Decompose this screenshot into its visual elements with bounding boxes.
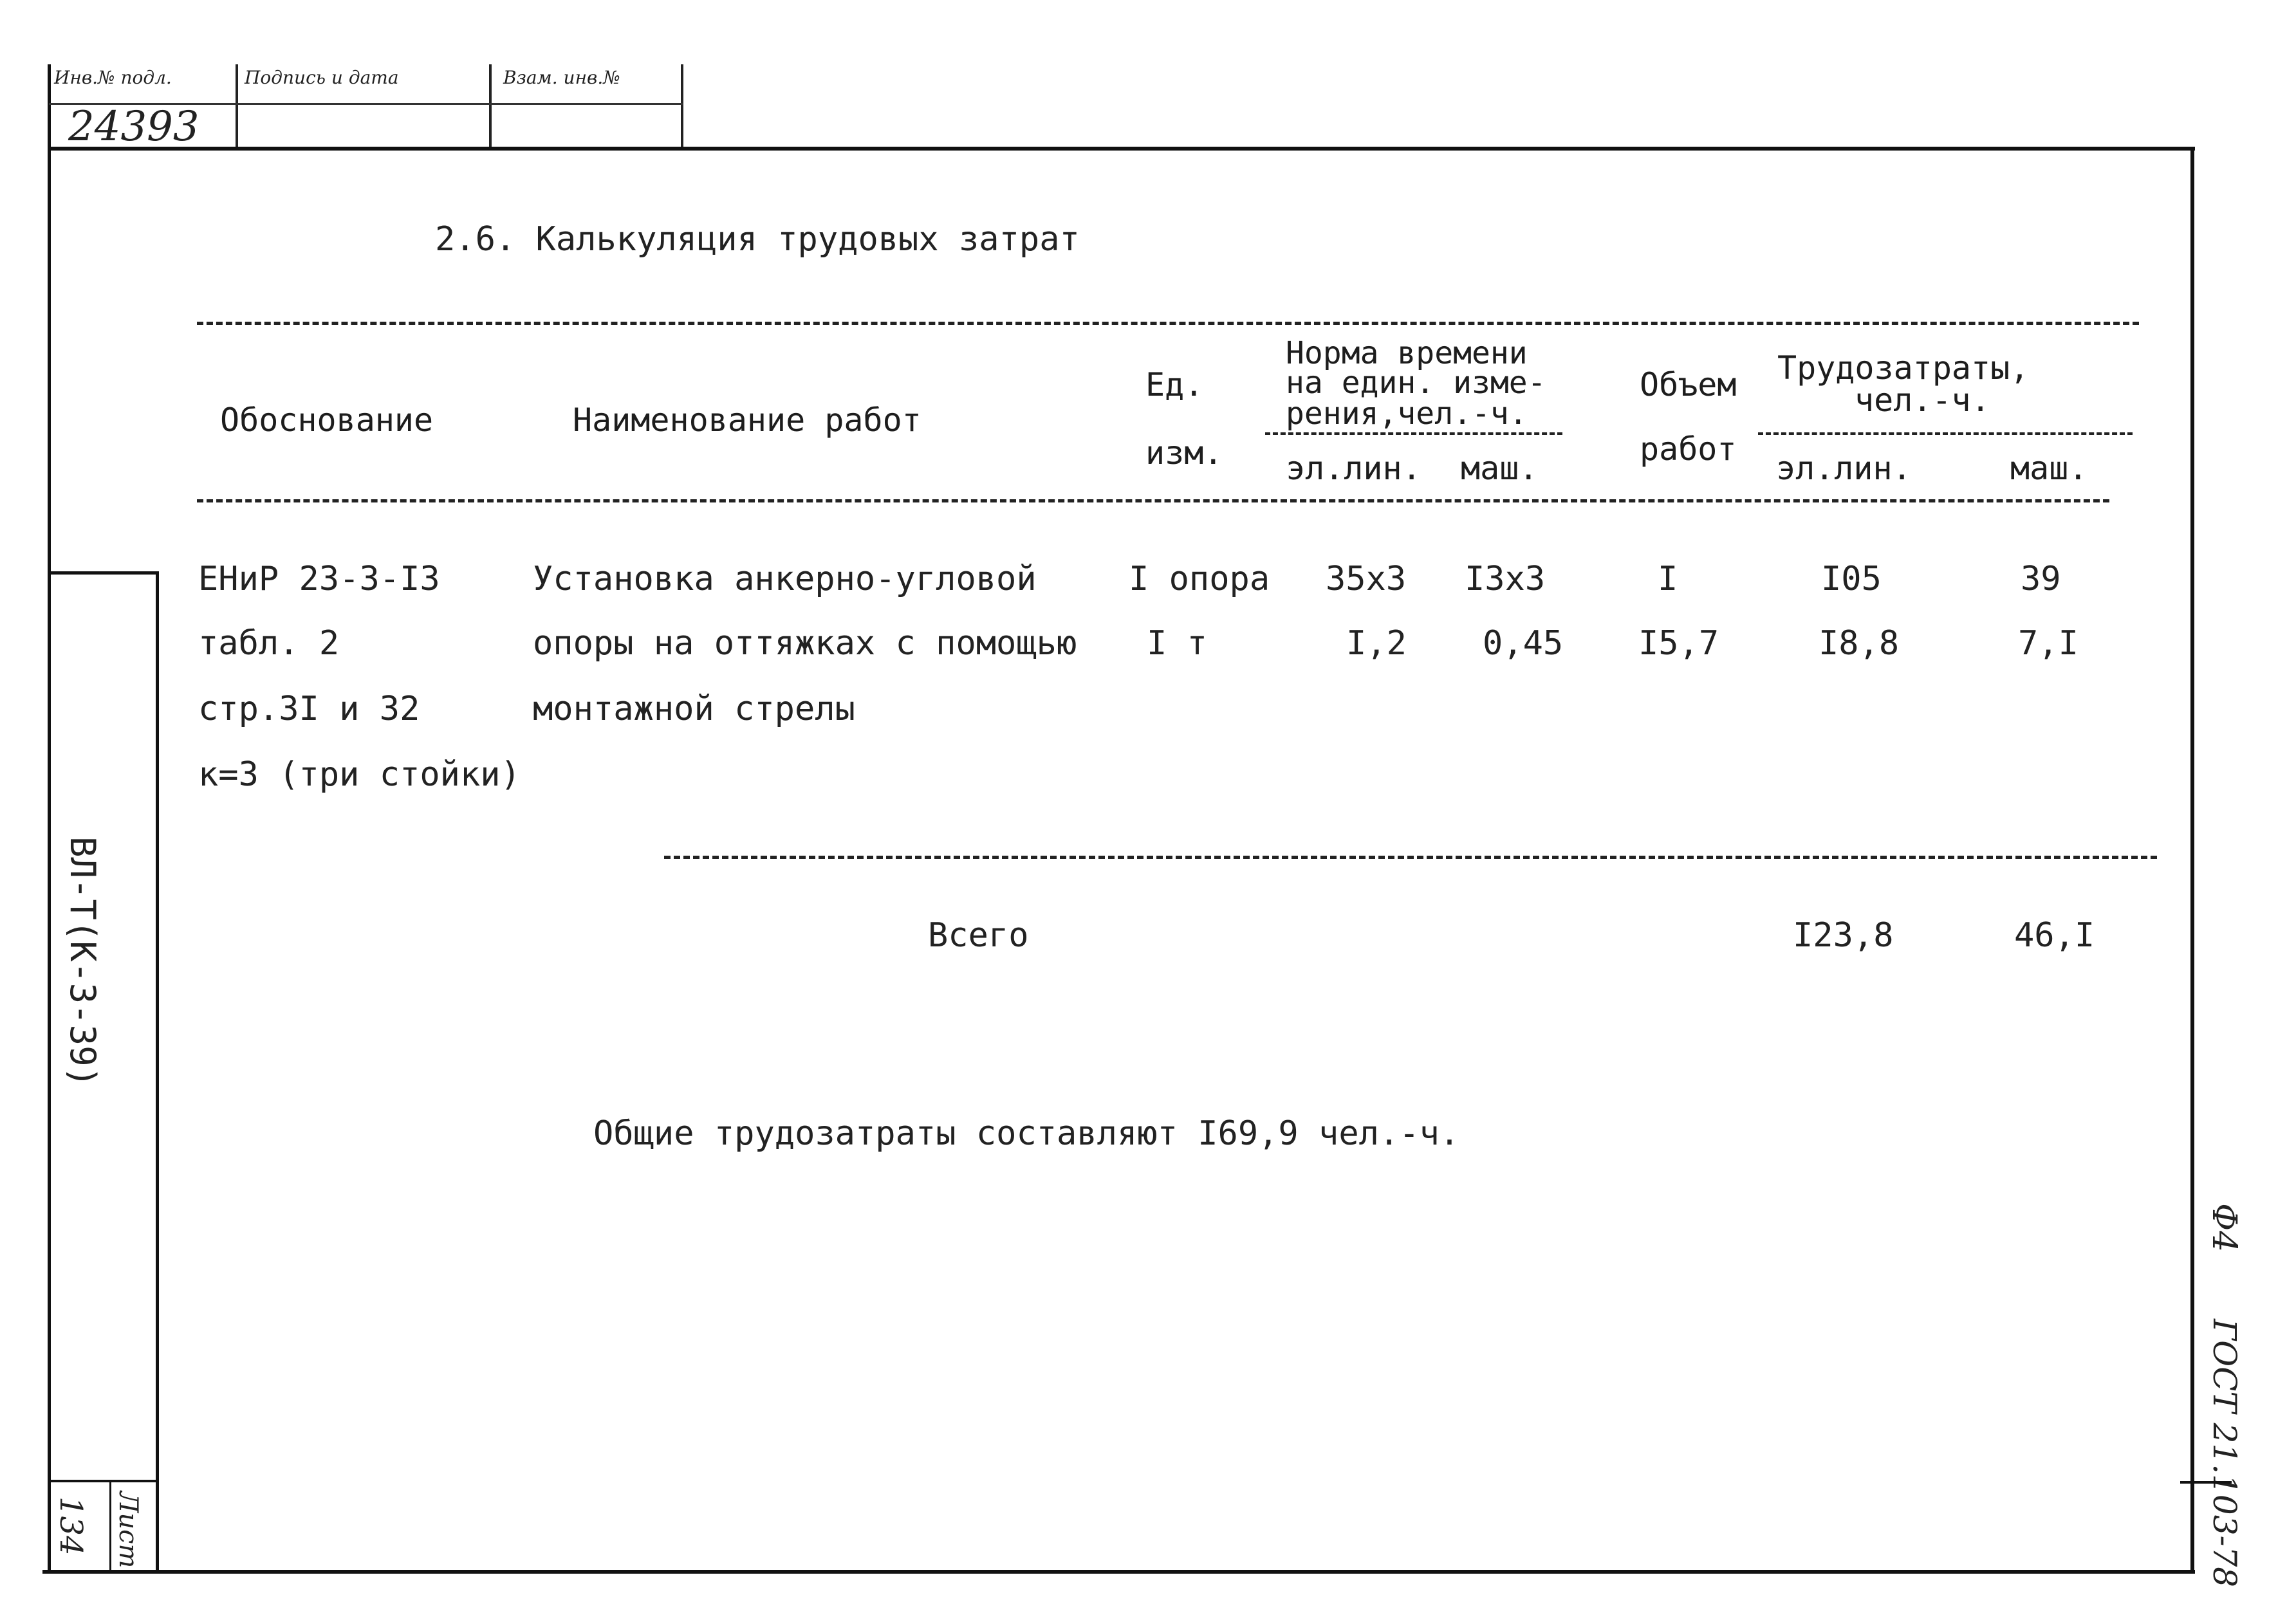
frame-bottom-line — [42, 1570, 2195, 1574]
stamp-label-inventory: Инв.№ подл. — [54, 67, 172, 88]
header-norm-3: рения,чел.-ч. — [1286, 396, 1528, 432]
stamp-divider-2 — [489, 64, 492, 147]
header-norm-el: эл.лин. — [1286, 450, 1421, 487]
header-volume-1: Объем — [1640, 366, 1737, 403]
header-labor-1: Трудозатраты, — [1777, 349, 2030, 387]
basis-line: табл. 2 — [198, 624, 340, 663]
stamp-label-replacement: Взам. инв.№ — [503, 67, 620, 88]
basis-line: стр.3I и 32 — [198, 690, 420, 728]
header-work-name: Наименование работ — [573, 401, 921, 439]
summary-text: Общие трудозатраты составляют I69,9 чел.-ч. — [593, 1114, 1460, 1153]
standard-underline — [2180, 1481, 2232, 1484]
row-labor-mash: 39 — [2021, 560, 2061, 598]
sheet-box-divider — [48, 1480, 157, 1482]
total-labor-el: I23,8 — [1793, 916, 1894, 955]
sheet-number: 134 — [53, 1496, 89, 1556]
row-norm-mash: I3x3 — [1465, 560, 1546, 598]
row-unit: I т — [1147, 624, 1207, 663]
basis-line: к=3 (три стойки) — [198, 755, 521, 794]
format-mark: Ф4 — [2205, 1203, 2243, 1253]
total-labor-mash: 46,I — [2014, 916, 2095, 955]
work-line: Установка анкерно-угловой — [533, 560, 1037, 598]
header-top-rule — [197, 322, 2139, 325]
basis-line: ЕНиР 23-3-I3 — [198, 560, 440, 598]
sheet-box-mid — [109, 1480, 111, 1570]
stamp-label-signature: Подпись и дата — [245, 67, 399, 88]
row-labor-el: I8,8 — [1819, 624, 1900, 663]
row-volume: I5,7 — [1638, 624, 1719, 663]
header-norm-2: на един. изме- — [1286, 365, 1546, 401]
row-norm-el: I,2 — [1346, 624, 1407, 663]
header-volume-2: работ — [1640, 430, 1737, 468]
work-line: опоры на оттяжках с помощью — [533, 624, 1077, 663]
header-unit-2: изм. — [1145, 434, 1223, 472]
row-volume: I — [1658, 560, 1678, 598]
header-norm-mash: маш. — [1461, 450, 1539, 487]
header-labor-mash: маш. — [2010, 450, 2088, 487]
row-labor-el: I05 — [1821, 560, 1882, 598]
total-label: Всего — [928, 916, 1029, 955]
stamp-divider-3 — [681, 64, 683, 147]
section-title: 2.6. Калькуляция трудовых затрат — [435, 220, 1080, 259]
project-code: ВЛ-Т(К-3-39) — [62, 836, 103, 1088]
inventory-number: 24393 — [68, 103, 199, 151]
work-line: монтажной стрелы — [533, 690, 855, 728]
row-labor-mash: 7,I — [2018, 624, 2078, 663]
row-unit: I опора — [1129, 560, 1270, 598]
header-labor-2: чел.-ч. — [1855, 382, 1990, 419]
header-norm-rule — [1265, 432, 1562, 435]
header-bottom-rule — [197, 499, 2109, 502]
header-norm-1: Норма времени — [1286, 335, 1528, 371]
row-norm-el: 35x3 — [1326, 560, 1407, 598]
frame-right-line — [2190, 147, 2194, 1574]
total-rule — [664, 856, 2157, 859]
sheet-label: Лист — [113, 1491, 143, 1569]
header-basis: Обоснование — [220, 401, 434, 439]
header-labor-rule — [1758, 432, 2133, 435]
header-unit-1: Ед. — [1145, 366, 1204, 403]
row-norm-mash: 0,45 — [1483, 624, 1564, 663]
standard-mark: ГОСТ 21.103-78 — [2206, 1319, 2243, 1588]
frame-top-line — [49, 147, 2195, 151]
stamp-divider-1 — [236, 64, 238, 147]
header-labor-el: эл.лин. — [1776, 450, 1912, 487]
